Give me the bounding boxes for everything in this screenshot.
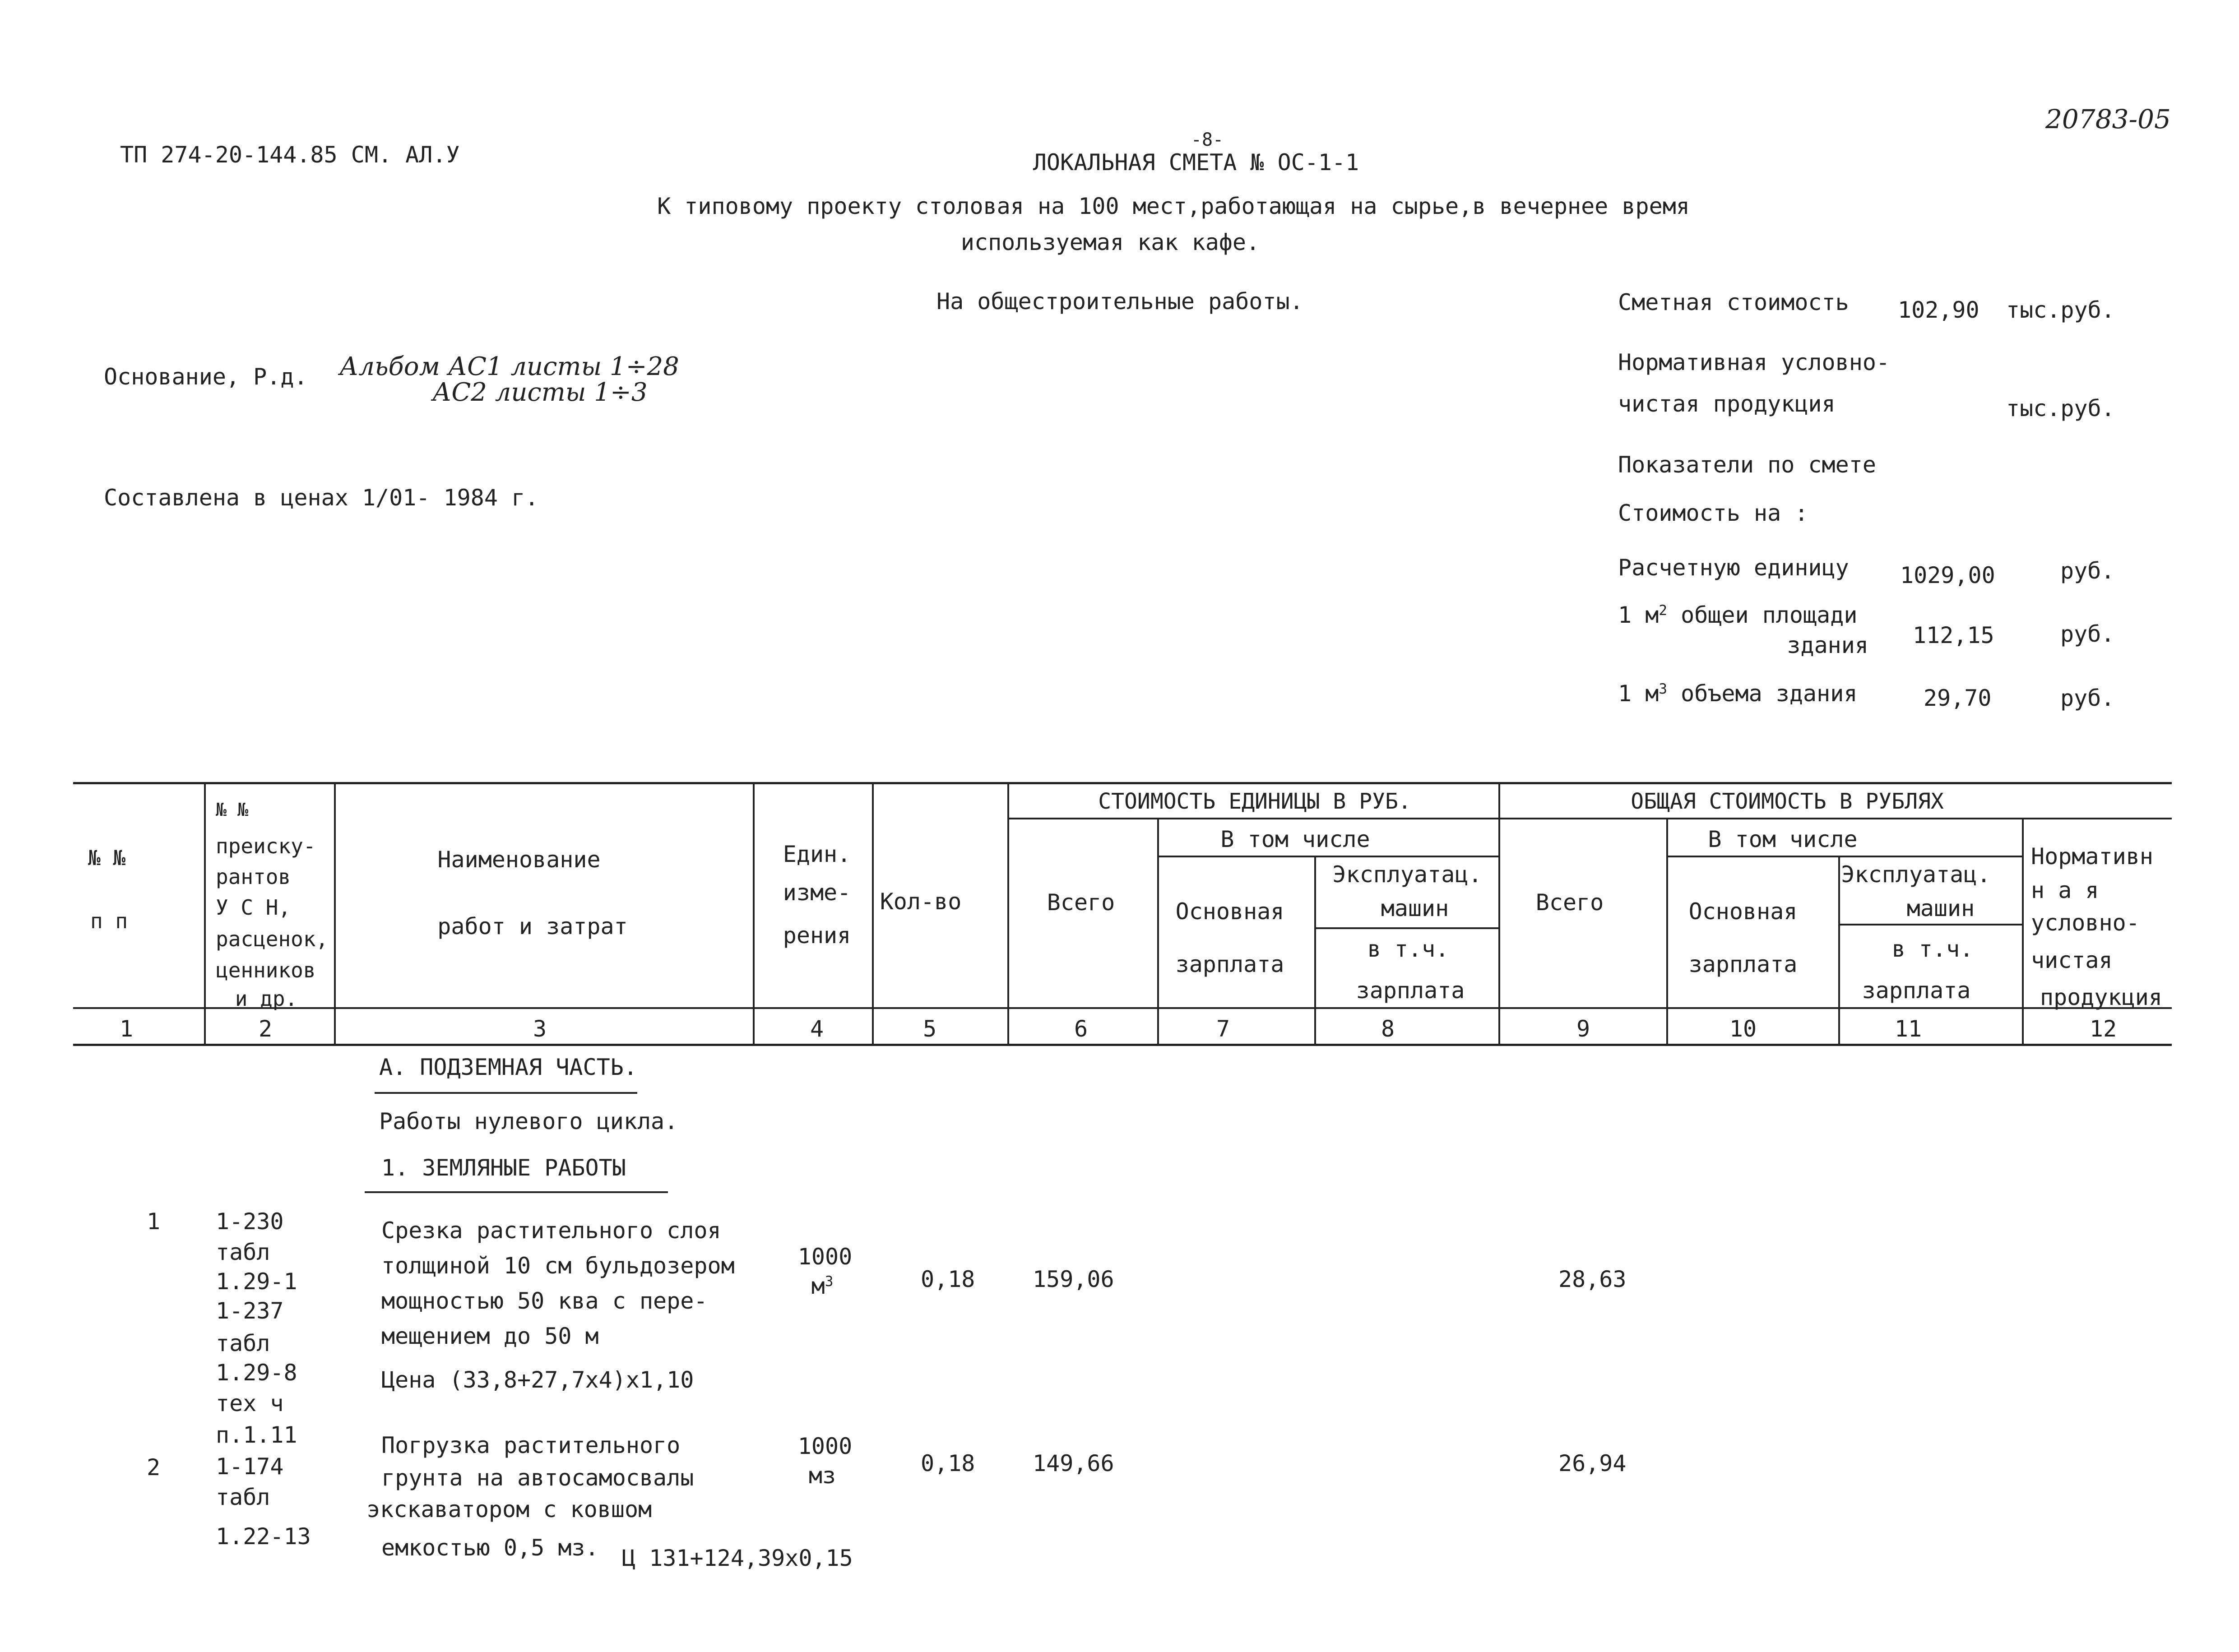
row-price-note: Цена (33,8+27,7х4)х1,10 (381, 1367, 694, 1393)
col-rule (1157, 819, 1159, 1045)
machines-rule-right (1838, 924, 2022, 925)
col1-header-line1: № № (88, 846, 126, 870)
basis-label: Основание, Р.д. (104, 364, 308, 390)
col11-header-line3: в т.ч. (1891, 936, 1974, 962)
row-total: 26,94 (1558, 1450, 1627, 1476)
col11-header-line1: Эксплуатац. (1841, 861, 1991, 888)
row-number: 2 (147, 1454, 161, 1481)
area-label: 1 $м^2$ общеи площади (1618, 602, 1858, 629)
col8-header-line3: в т.ч. (1367, 936, 1449, 962)
row-code-line: табл (216, 1484, 270, 1510)
row-code-line: табл (216, 1239, 270, 1265)
basis-value-line1: Альбом АС1 листы 1÷28 (339, 352, 679, 381)
col4-header-line3: рения (783, 922, 851, 949)
area-currency: руб. (2060, 621, 2115, 647)
col7-header-line1: Основная (1175, 898, 1284, 925)
col-number: 3 (533, 1016, 547, 1042)
row-name-line: емкостью 0,5 мз. (381, 1535, 599, 1561)
normative-unit: тыс.руб. (2006, 395, 2115, 421)
row-unit-total: 159,06 (1033, 1266, 1114, 1292)
row-name-line: толщиной 10 см бульдозером (381, 1253, 735, 1279)
section-group-heading: 1. ЗЕМЛЯНЫЕ РАБОТЫ (381, 1155, 626, 1181)
col-rule (1314, 856, 1316, 1045)
col2-header-line3: рантов (216, 865, 291, 889)
col-number: 10 (1729, 1016, 1757, 1042)
estimate-subtitle-line2: используемая как кафе. (960, 229, 1260, 255)
col-rule (1007, 784, 1009, 1045)
col9-header: Всего (1535, 889, 1604, 916)
row-code-line: 1-237 (216, 1298, 284, 1324)
calc-unit-value: 1029,00 (1900, 562, 1995, 588)
row-code-line: тех ч (216, 1390, 284, 1416)
cost-per-label: Стоимость на : (1618, 500, 1808, 526)
volume-value: 29,70 (1924, 685, 1992, 711)
normative-label-line1: Нормативная условно- (1618, 349, 1890, 375)
total-cost-group-header: ОБЩАЯ СТОИМОСТЬ В РУБЛЯХ (1631, 789, 1944, 814)
col8-header-line2: машин (1381, 895, 1449, 921)
header-bottom-rule (73, 1007, 2172, 1009)
section-group-underline (365, 1191, 668, 1193)
row-code-line: 1-174 (216, 1453, 284, 1480)
col2-header-line1: № № (216, 800, 249, 820)
calc-unit-currency: руб. (2060, 558, 2115, 584)
row-quantity: 0,18 (921, 1450, 975, 1476)
col1-header-line2: п п (90, 909, 128, 933)
prices-note: Составлена в ценах 1/01- 1984 г. (104, 485, 539, 511)
area-label-line2: здания (1787, 632, 1868, 658)
col2-header-line5: расценок, (216, 927, 329, 951)
volume-currency: руб. (2060, 685, 2115, 711)
calc-unit-label: Расчетную единицу (1618, 555, 1849, 581)
row-unit-line1: 1000 (797, 1244, 853, 1270)
row-name-line: экскаватором с ковшом (366, 1496, 652, 1522)
col-rule (1838, 856, 1840, 1045)
volume-label: 1 $м^3$ объема здания (1618, 680, 1858, 707)
row-unit-line2: мз (808, 1462, 836, 1489)
section-cycle-heading: Работы нулевого цикла. (379, 1108, 678, 1134)
col12-header-line1: Нормативн (2031, 843, 2153, 870)
estimate-title: ЛОКАЛЬНАЯ СМЕТА № ОС-1-1 (1033, 149, 1359, 176)
col-number: 8 (1381, 1016, 1395, 1042)
col-rule (204, 784, 206, 1045)
group-divider-rule (1007, 818, 2172, 819)
col-rule (872, 784, 874, 1045)
section-part-heading: А. ПОДЗЕМНАЯ ЧАСТЬ. (379, 1054, 637, 1080)
col11-header-line4: зарплата (1862, 977, 1971, 1004)
col-number: 6 (1074, 1016, 1088, 1042)
row-code-line: 1-230 (216, 1208, 284, 1235)
col6-header: Всего (1047, 889, 1115, 916)
row-number: 1 (147, 1208, 161, 1235)
col-number: 9 (1576, 1016, 1590, 1042)
page-number: -8- (1191, 130, 1224, 150)
row-code-line: п.1.11 (216, 1422, 297, 1448)
col4-header-line2: изме- (783, 879, 851, 906)
col7-header-line2: зарплата (1175, 951, 1284, 977)
row-total: 28,63 (1558, 1266, 1627, 1292)
row-code-line: 1.29-1 (216, 1268, 297, 1295)
col-number: 4 (810, 1016, 824, 1042)
row-code-line: 1.29-8 (216, 1360, 297, 1386)
numbers-bottom-rule (73, 1044, 2172, 1046)
basis-value-line2: АС2 листы 1÷3 (432, 378, 648, 407)
col11-header-line2: машин (1906, 895, 1975, 921)
estimated-cost-label: Сметная стоимость (1618, 289, 1849, 315)
corner-number: 20783-05 (2045, 104, 2171, 134)
row-unit-total: 149,66 (1033, 1450, 1114, 1476)
estimate-subtitle-line1: К типовому проекту столовая на 100 мест,работающая на сырье,в вечернее время (657, 193, 1690, 219)
col10-header-line1: Основная (1688, 898, 1798, 925)
col2-header-line2: преиску- (216, 834, 316, 858)
col2-header-line4: У С Н, (216, 895, 291, 920)
row-code-line: табл (216, 1330, 270, 1356)
col-number: 1 (119, 1016, 134, 1042)
row-price-note: Ц 131+124,39х0,15 (622, 1545, 853, 1571)
area-value: 112,15 (1913, 622, 1994, 648)
section-part-underline (375, 1092, 637, 1094)
row-name-line: мощностью 50 ква с пере- (381, 1288, 708, 1314)
col-number: 7 (1216, 1016, 1230, 1042)
including-rule-right (1666, 856, 2022, 857)
col3-header-line1: Наименование (437, 847, 601, 873)
row-name-line: Погрузка растительного (381, 1432, 681, 1458)
col12-header-line4: чистая (2031, 947, 2113, 973)
including-rule-left (1157, 856, 1499, 857)
col12-header-line3: условно- (2031, 910, 2140, 936)
col3-header-line2: работ и затрат (437, 913, 628, 939)
col-number: 2 (258, 1016, 273, 1042)
machines-rule-left (1314, 927, 1499, 929)
unit-cost-group-header: СТОИМОСТЬ ЕДИНИЦЫ В РУБ. (1098, 789, 1411, 814)
col-rule (2022, 819, 2024, 1045)
col8-header-line1: Эксплуатац. (1332, 861, 1482, 888)
row-name-line: Срезка растительного слоя (381, 1217, 721, 1244)
col-number: 5 (922, 1016, 937, 1042)
row-unit-line2: $м^3$ (811, 1273, 834, 1300)
col-rule (1666, 819, 1668, 1045)
row-name-line: мещением до 50 м (381, 1323, 599, 1349)
col10-header-line2: зарплата (1688, 951, 1798, 977)
estimated-cost-unit: тыс.руб. (2006, 297, 2115, 323)
table-top-rule (73, 782, 2172, 784)
row-name-line: грунта на автосамосвалы (381, 1465, 694, 1491)
unit-including-header: В том числе (1220, 826, 1370, 852)
row-unit-line1: 1000 (797, 1433, 853, 1459)
col4-header-line1: Един. (783, 841, 851, 867)
estimated-cost-value: 102,90 (1898, 297, 1979, 323)
col8-header-line4: зарплата (1356, 977, 1465, 1004)
total-including-header: В том числе (1708, 826, 1858, 852)
col12-header-line2: н а я (2031, 877, 2099, 903)
col-number: 11 (1894, 1016, 1922, 1042)
col-rule (1498, 784, 1500, 1045)
row-quantity: 0,18 (921, 1266, 975, 1292)
col-number: 12 (2089, 1016, 2117, 1042)
col2-header-line6: ценников (216, 958, 316, 982)
col-rule (753, 784, 755, 1045)
col2-header-line7: и др. (235, 986, 298, 1011)
col12-header-line5: продукция (2040, 984, 2162, 1010)
col-rule (334, 784, 336, 1045)
works-type: На общестроительные работы. (936, 288, 1303, 315)
document-code: ТП 274-20-144.85 СМ. АЛ.У (120, 142, 460, 168)
indicators-label: Показатели по смете (1618, 452, 1876, 478)
col5-header: Кол-во (880, 888, 962, 915)
row-code-line: 1.22-13 (216, 1523, 311, 1550)
normative-label-line2: чистая продукция (1618, 391, 1836, 417)
